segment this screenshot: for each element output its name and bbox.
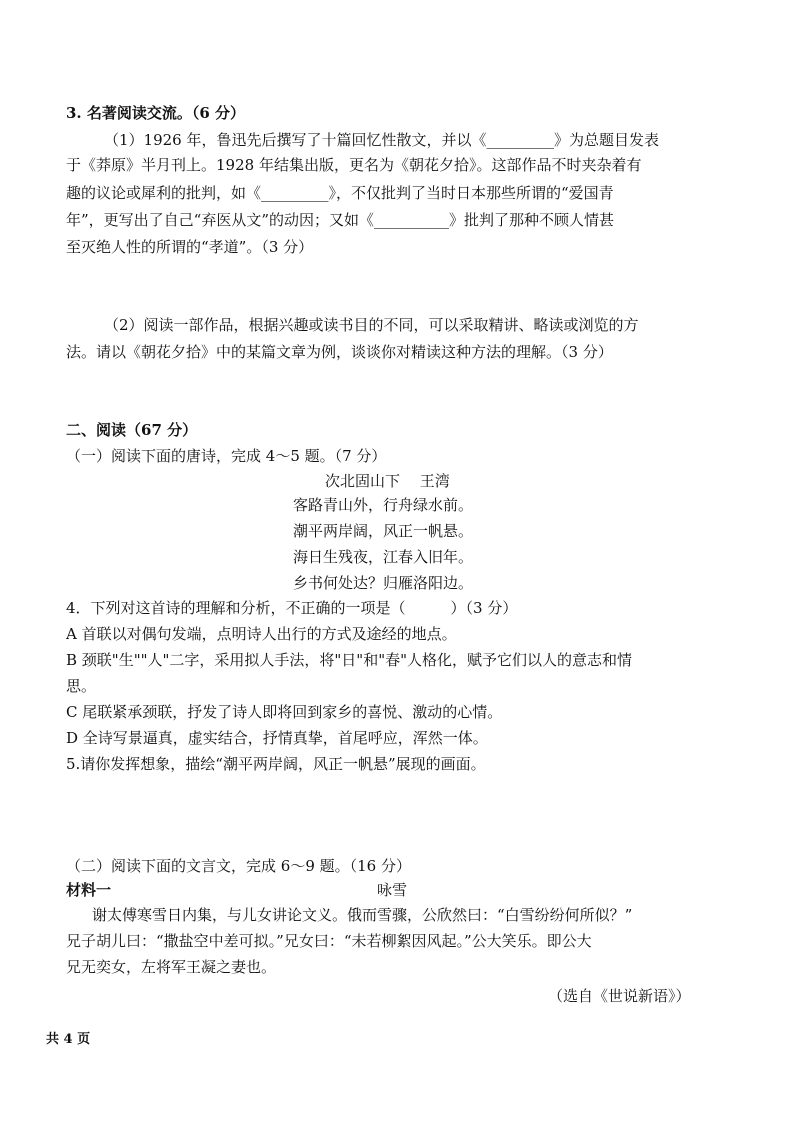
q4-stem: 4．下列对这首诗的理解和分析，不正确的一项是（ ）（3 分） [66, 599, 518, 617]
q4-option: 思。 [66, 677, 97, 695]
q3-p1-line: 趣的议论或犀利的批判，如《_________》，不仅批判了当时日本那些所谓的“爱国青 [66, 184, 614, 202]
q4-option: B 颈联"生""人"二字，采用拟人手法，将"日"和"春"人格化，赋予它们以人的意志和情 [66, 651, 632, 669]
poem-line: 海日生残夜，江春入旧年。 [293, 548, 474, 566]
passage-line: 兄子胡儿曰：“撒盐空中差可拟。”兄女曰：“未若柳絮因风起。”公大笑乐。即公大 [66, 932, 592, 950]
page-footer: 共 4 页 [46, 1032, 91, 1047]
q4-option: D 全诗写景逼真，虚实结合，抒情真挚，首尾呼应，浑然一体。 [66, 729, 488, 747]
q3-p2-line: （2）阅读一部作品，根据兴趣或读书目的不同，可以采取精讲、略读或浏览的方 [104, 316, 639, 334]
part2-intro: （二）阅读下面的文言文，完成 6～9 题。（16 分） [66, 857, 411, 875]
poem-line: 潮平两岸阔，风正一帆悬。 [293, 522, 474, 540]
part1-intro: （一）阅读下面的唐诗，完成 4～5 题。（7 分） [66, 447, 387, 465]
q4-option: C 尾联紧承颈联，抒发了诗人即将回到家乡的喜悦、激动的心情。 [66, 703, 503, 721]
q3-p1-line: 至灭绝人性的所谓的“孝道”。（3 分） [66, 238, 314, 256]
poem-line: 客路青山外，行舟绿水前。 [293, 496, 474, 514]
poem-line: 乡书何处达？归雁洛阳边。 [293, 574, 474, 592]
q5-stem: 5.请你发挥想象，描绘“潮平两岸阔，风正一帆悬”展现的画面。 [66, 755, 486, 773]
q3-p1-line: （1）1926 年，鲁迅先后撰写了十篇回忆性散文，并以《_________》为总题目发表 [104, 131, 659, 149]
material-label: 材料一 [66, 881, 112, 899]
passage-line: 谢太傅寒雪日内集，与儿女讲论文义。俄而雪骤，公欣然曰：“白雪纷纷何所似？” [92, 906, 633, 924]
poem-title: 次北固山下 王湾 [325, 472, 450, 490]
section-title: 二、阅读（67 分） [66, 421, 198, 439]
q3-p1-line: 年”，更写出了自己“弃医从文”的动因；又如《__________》批判了那种不顾人情甚 [66, 211, 615, 229]
q3-title: 3. 名著阅读交流。（6 分） [66, 104, 246, 122]
q4-option: A 首联以对偶句发端，点明诗人出行的方式及途经的地点。 [66, 625, 457, 643]
q3-p2-line: 法。请以《朝花夕拾》中的某篇文章为例，谈谈你对精读这种方法的理解。（3 分） [66, 343, 613, 361]
passage-source: （选自《世说新语》） [548, 987, 691, 1005]
material-title: 咏雪 [377, 881, 408, 899]
passage-line: 兄无奕女，左将军王凝之妻也。 [66, 958, 277, 976]
q3-p1-line: 于《莽原》半月刊上。1928 年结集出版，更名为《朝花夕拾》。这部作品不时夹杂着有 [66, 156, 642, 174]
